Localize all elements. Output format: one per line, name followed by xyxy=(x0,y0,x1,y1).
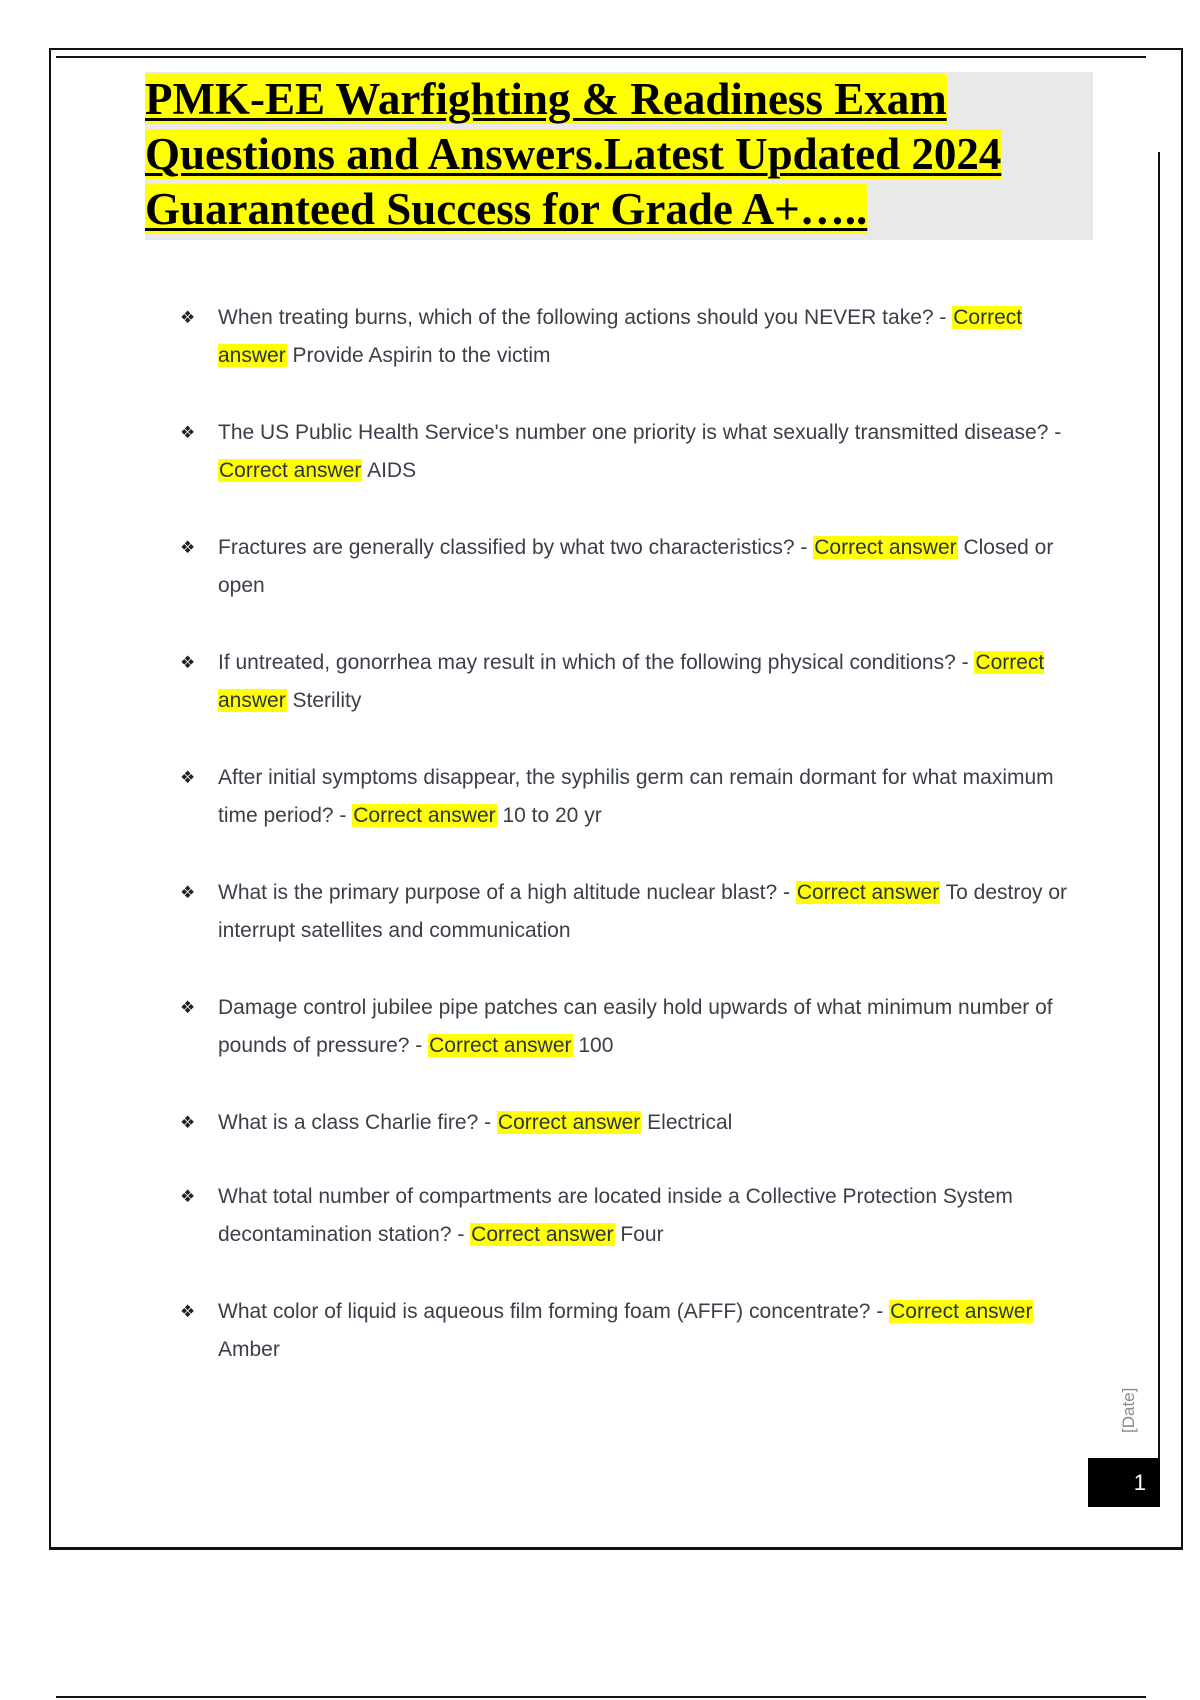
question-text: If untreated, gonorrhea may result in which of the following physical conditions? - xyxy=(218,651,975,674)
answer-text: 10 to 20 yr xyxy=(496,804,602,827)
answer-label: Correct answer xyxy=(353,804,496,827)
answer-label: Correct answer xyxy=(218,306,1023,367)
answer-label: Correct answer xyxy=(218,651,1045,712)
list-item xyxy=(176,1293,1081,1369)
diamond-bullet-icon: ❖ xyxy=(180,1187,196,1206)
diamond-bullet-icon: ❖ xyxy=(180,883,196,902)
diamond-bullet-icon: ❖ xyxy=(180,308,196,327)
answer-text: Electrical xyxy=(641,1111,733,1134)
list-item xyxy=(176,989,1081,1065)
diamond-bullet-icon: ❖ xyxy=(180,653,196,672)
diamond-bullet-icon: ❖ xyxy=(180,1113,196,1132)
answer-text: Provide Aspirin to the victim xyxy=(286,344,551,367)
document-title xyxy=(145,72,1075,237)
list-item xyxy=(176,529,1081,605)
answer-label: Correct answer xyxy=(890,1300,1033,1323)
question-text: What is the primary purpose of a high altitude nuclear blast? - xyxy=(218,881,796,904)
diamond-bullet-icon: ❖ xyxy=(180,998,196,1017)
diamond-bullet-icon: ❖ xyxy=(180,423,196,442)
answer-label: Correct answer xyxy=(814,536,957,559)
question-text: When treating burns, which of the following actions should you NEVER take? - xyxy=(218,306,953,329)
header-rule xyxy=(56,56,1146,58)
answer-label: Correct answer xyxy=(471,1223,614,1246)
list-item xyxy=(176,874,1081,950)
answer-text: Closed or open xyxy=(218,536,1054,597)
answer-text: To destroy or interrupt satellites and communication xyxy=(218,881,1068,942)
question-text: Damage control jubilee pipe patches can easily hold upwards of what minimum number of pounds of pressure? - xyxy=(218,996,1053,1057)
answer-text: Sterility xyxy=(286,689,362,712)
question-text: After initial symptoms disappear, the syphilis germ can remain dormant for what maximum time period? - xyxy=(218,766,1054,827)
date-placeholder: [Date] xyxy=(1119,1387,1138,1433)
answer-label: Correct answer xyxy=(497,1111,641,1134)
document-title-text: PMK-EE Warfighting & Readiness Exam Questions and Answers.Latest Updated 2024 Guaranteed Success for Grade A+….. xyxy=(145,74,1002,234)
list-item xyxy=(176,1104,1081,1142)
next-page-rule xyxy=(56,1696,1146,1698)
list-item xyxy=(176,759,1081,835)
diamond-bullet-icon: ❖ xyxy=(180,538,196,557)
list-item xyxy=(176,299,1081,375)
answer-text: Four xyxy=(614,1223,664,1246)
answer-label: Correct answer xyxy=(796,881,940,904)
answer-label: Correct answer xyxy=(219,459,362,482)
page-number: 1 xyxy=(1088,1458,1160,1507)
right-margin-rule xyxy=(1158,152,1160,1507)
list-item xyxy=(176,414,1081,490)
question-text: What is a class Charlie fire? - xyxy=(218,1111,497,1134)
question-text: What total number of compartments are located inside a Collective Protection System decontamination station? - xyxy=(218,1185,1013,1246)
answer-label: Correct answer xyxy=(429,1034,572,1057)
question-text: The US Public Health Service's number one priority is what sexually transmitted disease? - xyxy=(218,421,1062,444)
answer-text: 100 xyxy=(572,1034,614,1057)
question-text: What color of liquid is aqueous film forming foam (AFFF) concentrate? - xyxy=(218,1300,890,1323)
diamond-bullet-icon: ❖ xyxy=(180,768,196,787)
answer-text: Amber xyxy=(218,1338,280,1361)
answer-text: AIDS xyxy=(362,459,417,482)
list-item xyxy=(176,644,1081,720)
diamond-bullet-icon: ❖ xyxy=(180,1302,196,1321)
question-answer-list xyxy=(176,299,1081,1408)
question-text: Fractures are generally classified by what two characteristics? - xyxy=(218,536,814,559)
list-item xyxy=(176,1178,1081,1254)
